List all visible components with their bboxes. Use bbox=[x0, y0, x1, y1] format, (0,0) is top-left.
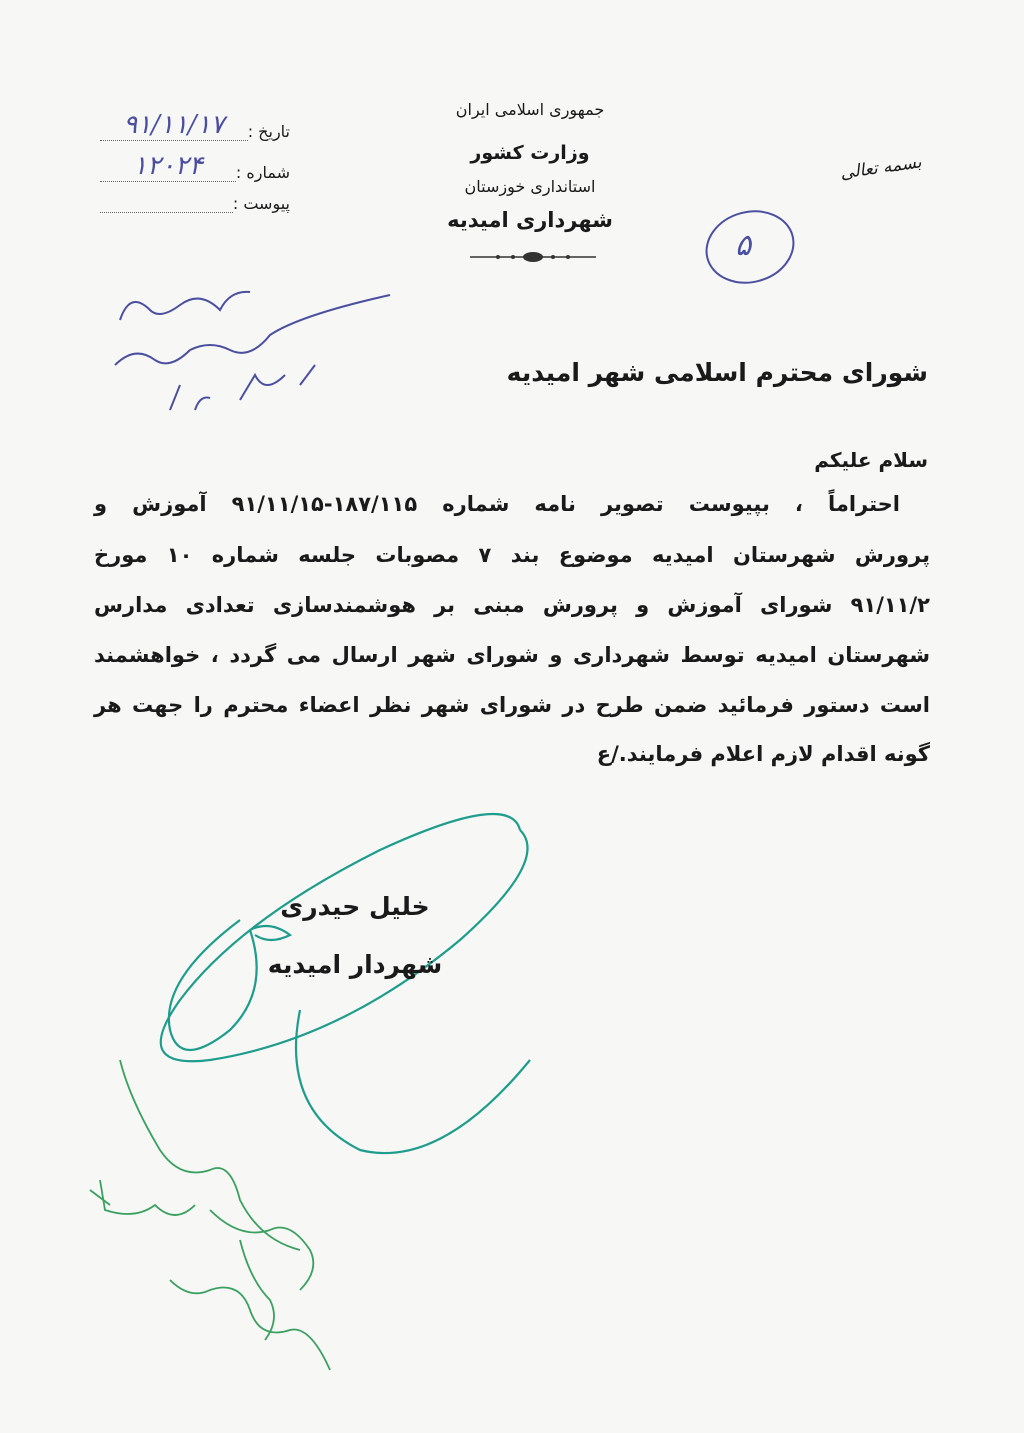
letterhead-country: جمهوری اسلامی ایران bbox=[455, 100, 605, 119]
letterhead-municipality: شهرداری امیدیه bbox=[447, 208, 613, 232]
letterhead-governorate: استانداری خوزستان bbox=[464, 177, 596, 196]
letterhead-ministry: وزارت کشور bbox=[470, 142, 590, 164]
date-field bbox=[100, 110, 290, 213]
number-value: ۱۲۰۲۴ bbox=[100, 151, 236, 182]
signatory-title: شهردار امیدیه bbox=[267, 950, 443, 979]
greeting: سلام علیکم bbox=[814, 448, 928, 472]
body-line bbox=[94, 492, 930, 516]
signatory-name: خلیل حیدری bbox=[280, 892, 430, 921]
body-line: گونه اقدام لازم اعلام فرمایند./ع bbox=[596, 742, 930, 766]
circled-number: ۵ bbox=[735, 228, 752, 263]
body-line: است دستور فرمائید ضمن طرح در شورای شهر نظر اعضاء محترم را جهت هر bbox=[94, 693, 930, 717]
attachment-label: پیوست : bbox=[232, 194, 290, 213]
recipient-heading: شورای محترم اسلامی شهر امیدیه bbox=[506, 358, 928, 387]
body-line: پرورش شهرستان امیدیه موضوع بند ۷ مصوبات جلسه شماره ۱۰ مورخ bbox=[94, 543, 930, 567]
body-line: ۹۱/۱۱/۲ شورای آموزش و پرورش مبنی بر هوشمندسازی تعدادی مدارس bbox=[94, 593, 930, 617]
attachment-value bbox=[100, 198, 233, 213]
ornament-divider bbox=[468, 250, 598, 264]
date-value: ۹۱/۱۱/۱۷ bbox=[100, 110, 248, 141]
handwritten-annotation-bottom bbox=[80, 1040, 360, 1420]
body-line-text: احتراماً ، بپیوست تصویر نامه شماره ۱۸۷/۱۱۵-۹۱/۱۱/۱۵ آموزش و bbox=[94, 492, 900, 516]
body-line: شهرستان امیدیه توسط شهرداری و شورای شهر ارسال می گردد ، خواهشمند bbox=[94, 643, 930, 667]
number-label: شماره : bbox=[235, 163, 290, 182]
invocation: بسمه تعالی bbox=[839, 152, 923, 184]
handwritten-annotation-top bbox=[100, 270, 440, 430]
date-label: تاریخ : bbox=[247, 122, 290, 141]
